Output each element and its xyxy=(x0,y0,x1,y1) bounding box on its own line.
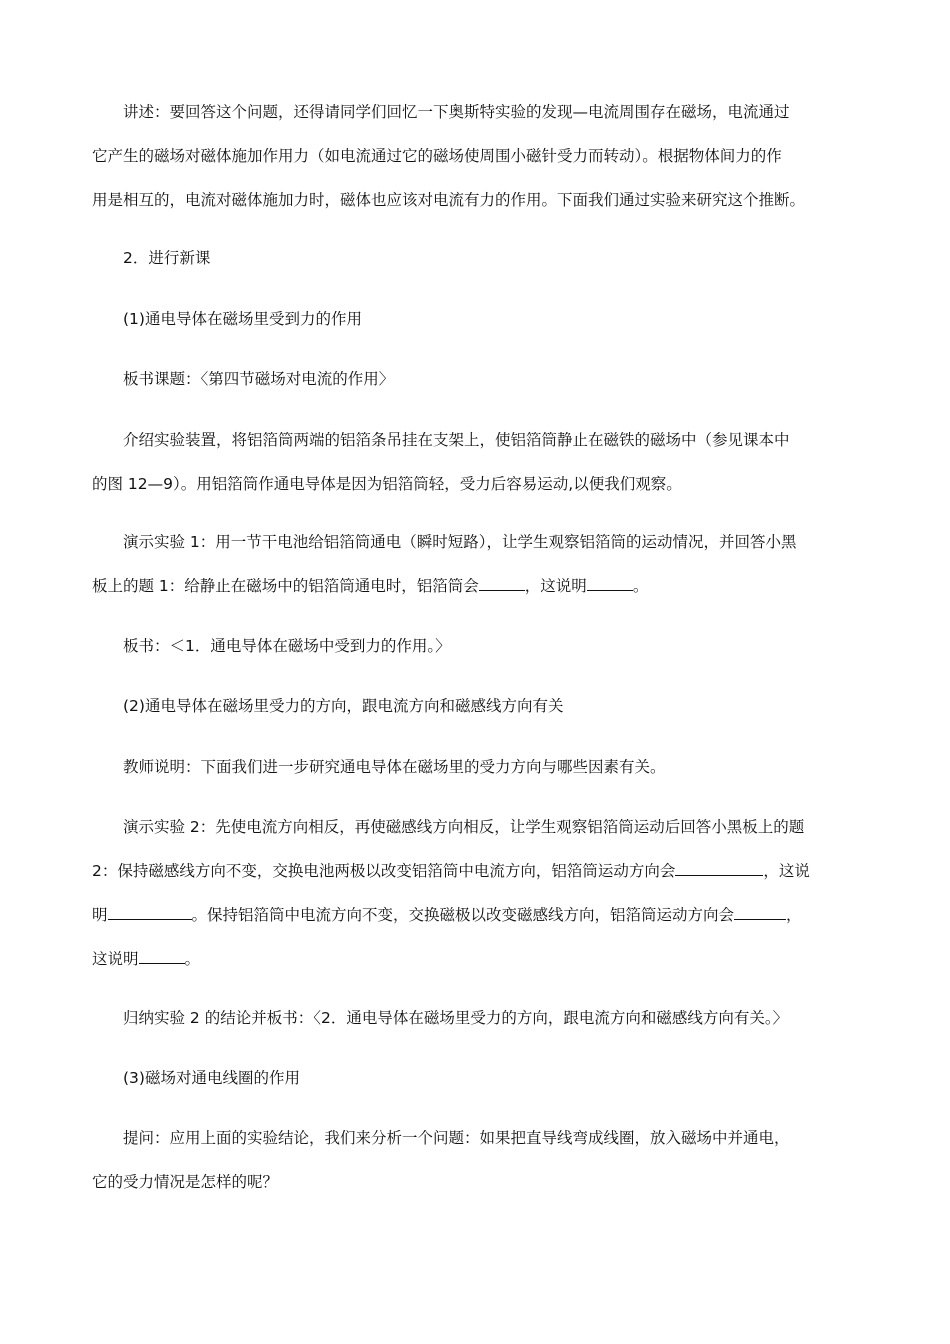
paragraph-experiment-2 xyxy=(92,805,864,981)
text-line: 演示实验 2：先使电流方向相反，再使磁感线方向相反，让学生观察铝箔筒运动后回答小黑板上的题 xyxy=(123,818,805,836)
text-segment: 。保持铝箔筒中电流方向不变，交换磁极以改变磁感线方向，铝箔筒运动方向会 xyxy=(191,906,735,924)
text-line xyxy=(92,937,864,981)
paragraph-lecture-intro xyxy=(92,90,864,222)
text-line: (3)磁场对通电线圈的作用 xyxy=(123,1069,300,1087)
text-line: 它的受力情况是怎样的呢？ xyxy=(92,1173,279,1191)
text-line: 教师说明：下面我们进一步研究通电导体在磁场里的受力方向与哪些因素有关。 xyxy=(123,758,666,776)
paragraph-experiment-1 xyxy=(92,520,864,608)
paragraph-apparatus xyxy=(92,418,864,506)
fill-in-blank xyxy=(479,574,525,591)
subsection-heading-1 xyxy=(92,297,864,341)
text-segment: 。 xyxy=(632,577,649,595)
text-line: 演示实验 1：用一节干电池给铝箔筒通电（瞬时短路），让学生观察铝箔筒的运动情况，并回答小黑 xyxy=(123,533,797,551)
text-line: 2．进行新课 xyxy=(123,249,211,267)
text-line: (1)通电导体在磁场里受到力的作用 xyxy=(123,310,362,328)
fill-in-blank xyxy=(587,574,633,591)
text-line: 介绍实验装置，将铝箔筒两端的铝箔条吊挂在支架上，使铝箔筒静止在磁铁的磁场中（参见课本中 xyxy=(123,431,790,449)
text-segment: ， xyxy=(786,906,802,924)
section-heading-new-lesson xyxy=(92,236,864,280)
paragraph-teacher-note xyxy=(92,745,864,789)
paragraph-board-note-1 xyxy=(92,624,864,668)
text-line: 板书课题：〈第四节磁场对电流的作用〉 xyxy=(123,370,395,388)
text-segment: ，这说明 xyxy=(524,577,587,595)
fill-in-blank xyxy=(139,947,185,964)
fill-in-blank xyxy=(675,859,763,876)
text-segment: 这说明 xyxy=(92,950,139,968)
text-segment: ，这说 xyxy=(763,862,810,880)
text-line: 板书：＜1．通电导体在磁场中受到力的作用。〉 xyxy=(123,637,451,655)
text-line: 讲述：要回答这个问题，还得请同学们回忆一下奥斯特实验的发现—电流周围存在磁场，电流通过 xyxy=(123,103,790,121)
text-line: (2)通电导体在磁场里受力的方向，跟电流方向和磁感线方向有关 xyxy=(123,697,564,715)
text-line: 它产生的磁场对磁体施加作用力（如电流通过它的磁场使周围小磁针受力而转动）。根据物体间力的作 xyxy=(92,147,782,165)
fill-in-blank xyxy=(734,903,786,920)
text-line xyxy=(92,893,864,937)
text-line xyxy=(92,564,864,608)
text-segment: 。 xyxy=(184,950,201,968)
text-line: 用是相互的，电流对磁体施加力时，磁体也应该对电流有力的作用。下面我们通过实验来研究这个推断。 xyxy=(92,191,806,209)
paragraph-board-title xyxy=(92,357,864,401)
paragraph-question xyxy=(92,1116,864,1204)
text-segment: 明 xyxy=(92,906,108,924)
text-line: 提问：应用上面的实验结论，我们来分析一个问题：如果把直导线弯成线圈，放入磁场中并通电， xyxy=(123,1129,790,1147)
subsection-heading-2 xyxy=(92,684,864,728)
subsection-heading-3 xyxy=(92,1056,864,1100)
text-segment: 2：保持磁感线方向不变，交换电池两极以改变铝箔筒中电流方向，铝箔筒运动方向会 xyxy=(92,862,676,880)
paragraph-conclusion-2 xyxy=(92,996,864,1040)
text-line xyxy=(92,849,864,893)
text-line: 归纳实验 2 的结论并板书：〈2．通电导体在磁场里受力的方向，跟电流方向和磁感线方向有关。〉 xyxy=(123,1009,789,1027)
text-segment: 板上的题 1：给静止在磁场中的铝箔筒通电时，铝箔筒会 xyxy=(92,577,479,595)
text-line: 的图 12—9）。用铝箔筒作通电导体是因为铝箔筒轻，受力后容易运动,以便我们观察。 xyxy=(92,475,682,493)
fill-in-blank xyxy=(108,903,192,920)
